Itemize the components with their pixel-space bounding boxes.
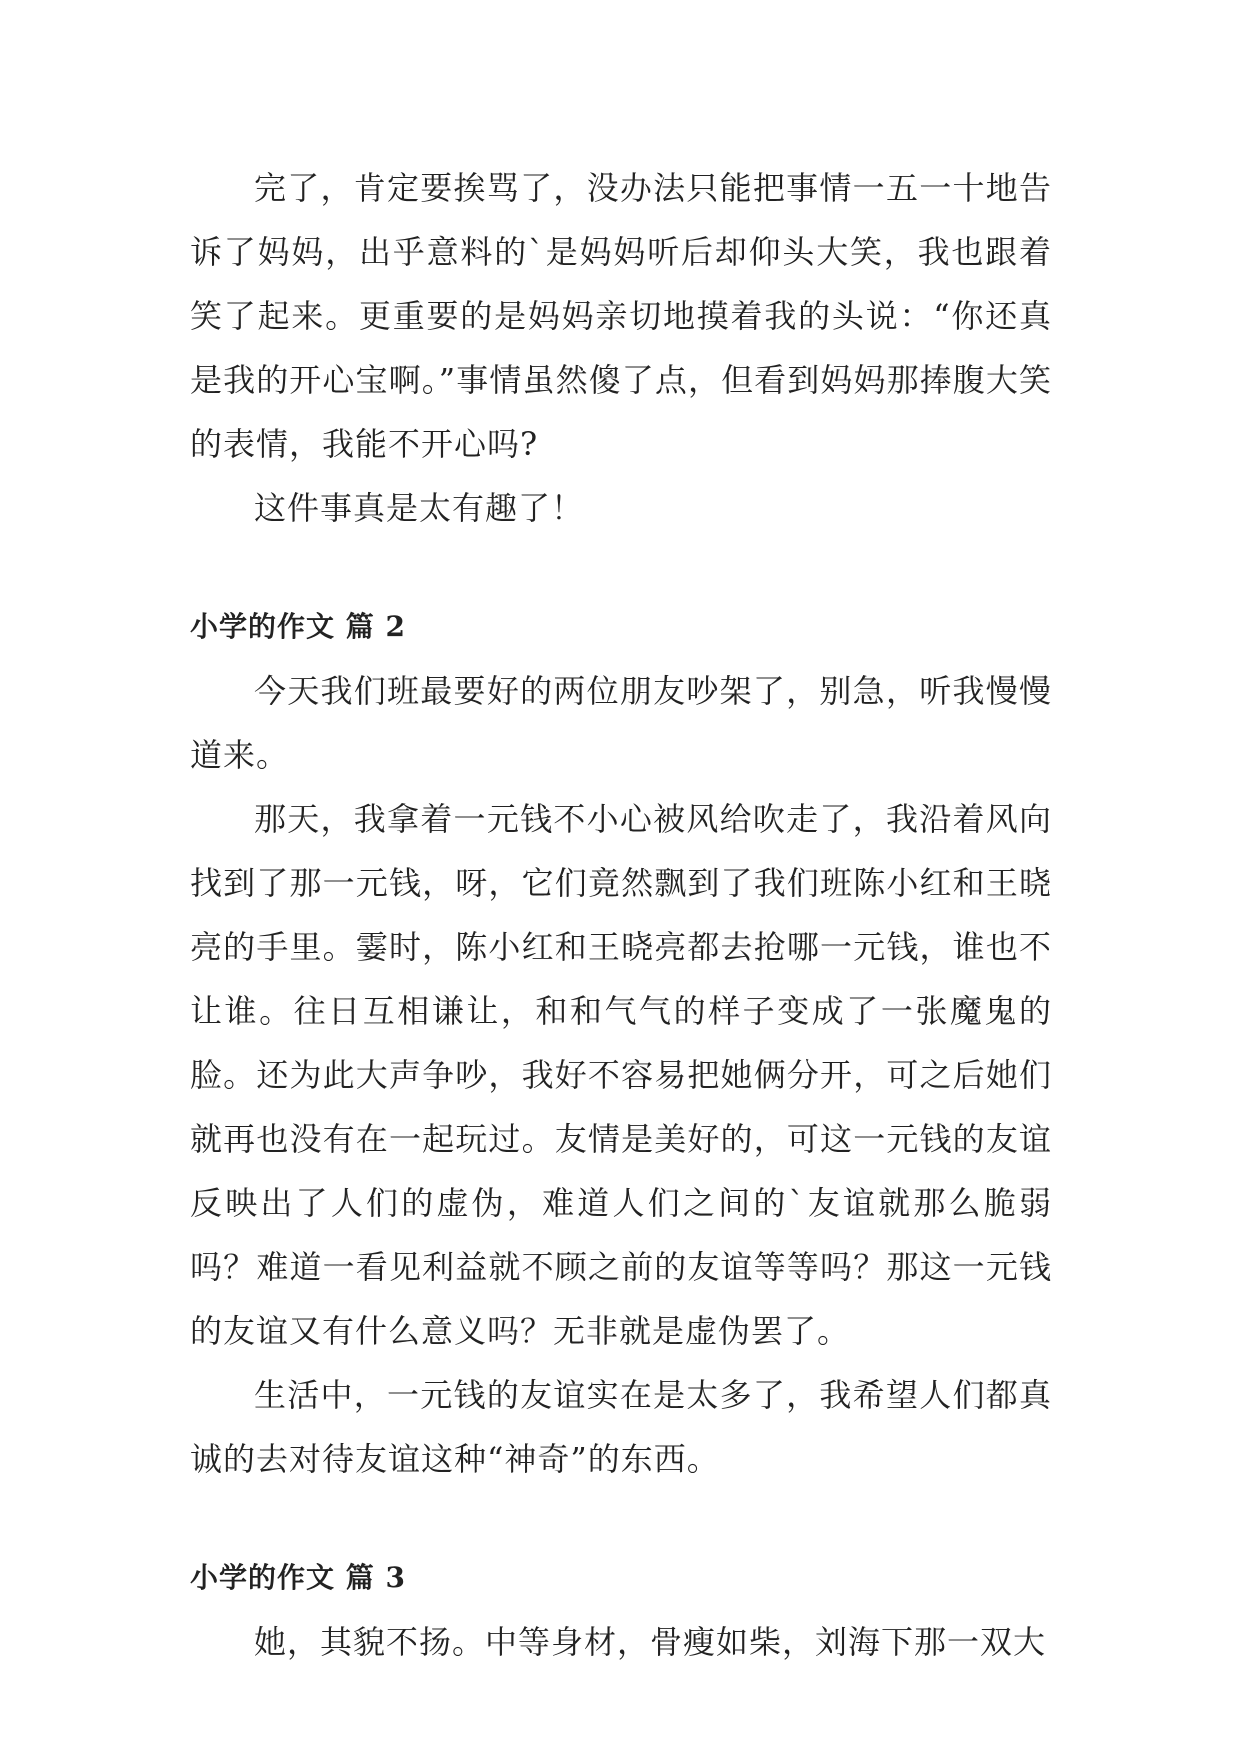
paragraph: 完了，肯定要挨骂了，没办法只能把事情一五一十地告诉了妈妈，出乎意料的`是妈妈听后却仰头大笑，我也跟着笑了起来。更重要的是妈妈亲切地摸着我的头说：“你还真是我的开心宝啊。”事情虽然傻了点，但看到妈妈那捧腹大笑的表情，我能不开心吗? [190, 169, 1052, 463]
essay-1 [190, 156, 1052, 540]
paragraph: 这件事真是太有趣了！ [254, 489, 585, 527]
paragraph: 她，其貌不扬。中等身材，骨瘦如柴，刘海下那一双大 [254, 1623, 1047, 1661]
paragraph: 那天，我拿着一元钱不小心被风给吹走了，我沿着风向找到了那一元钱，呀，它们竟然飘到了我们班陈小红和王晓亮的手里。霎时，陈小红和王晓亮都去抢哪一元钱，谁也不让谁。往日互相谦让，和和气气的样子变成了一张魔鬼的脸。还为此大声争吵，我好不容易把她俩分开，可之后她们就再也没有在一起玩过。友情是美好的，可这一元钱的友谊反映出了人们的虚伪，难道人们之间的`友谊就那么脆弱吗？难道一看见利益就不顾之前的友谊等等吗？那这一元钱的友谊又有什么意义吗？无非就是虚伪罢了。 [190, 800, 1052, 1350]
document-page [190, 156, 1052, 1674]
paragraph: 今天我们班最要好的两位朋友吵架了，别急，听我慢慢道来。 [190, 672, 1052, 774]
essay-title: 小学的作文 篇 3 [190, 1561, 406, 1594]
essay-2 [190, 595, 1052, 1491]
paragraph: 生活中，一元钱的友谊实在是太多了，我希望人们都真诚的去对待友谊这种“神奇”的东西。 [190, 1376, 1052, 1478]
essay-title: 小学的作文 篇 2 [190, 610, 406, 643]
essay-3 [190, 1546, 1052, 1674]
